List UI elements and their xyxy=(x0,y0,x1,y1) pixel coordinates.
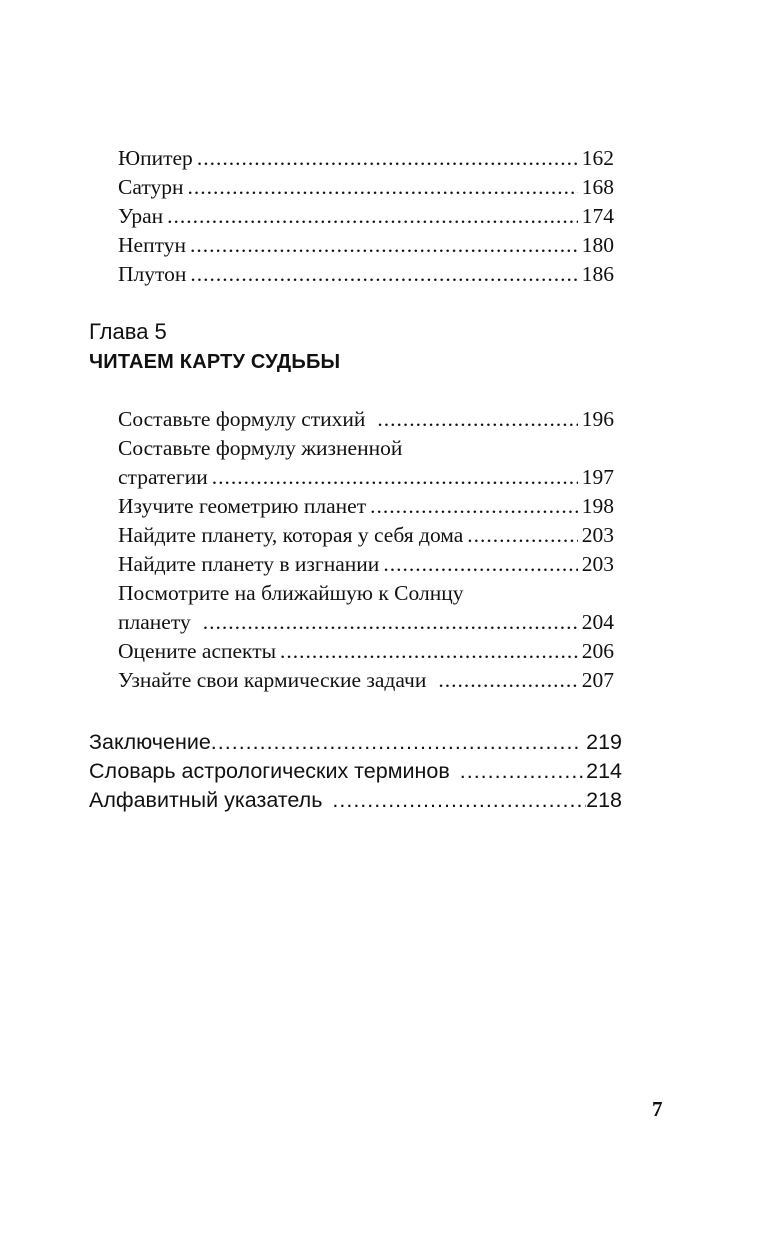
dot-leader xyxy=(167,202,578,231)
chapter-label: Глава 5 xyxy=(89,319,167,344)
toc-entry-title-line: Составьте формулу жизненной xyxy=(118,436,403,460)
toc-entry-page: 186 xyxy=(581,262,614,286)
chapter-title: ЧИТАЕМ КАРТУ СУДЬБЫ xyxy=(89,351,341,373)
dot-leader xyxy=(203,608,578,637)
toc-entry-title: Плутон xyxy=(118,262,187,286)
toc-entry-title: Алфавитный указатель xyxy=(89,788,323,812)
toc-entry-glossary[interactable] xyxy=(89,757,622,786)
dot-leader xyxy=(187,173,577,202)
dot-leader xyxy=(377,405,577,434)
toc-entry-life-strategy[interactable] xyxy=(118,434,614,492)
dot-leader xyxy=(467,521,577,550)
toc-entry-title: Сатурн xyxy=(118,175,184,199)
toc-entry-page: 218 xyxy=(586,788,622,812)
toc-entry-title: Найдите планету в изгнании xyxy=(118,552,380,576)
toc-entry-uranus[interactable] xyxy=(118,202,614,231)
toc-entry-page: 214 xyxy=(586,759,622,783)
toc-entry-page: 219 xyxy=(586,730,622,754)
dot-leader xyxy=(190,260,577,289)
dot-leader xyxy=(460,757,586,786)
toc-entry-title: Уран xyxy=(118,204,164,228)
dot-leader xyxy=(211,728,582,757)
toc-entry-saturn[interactable] xyxy=(118,173,614,202)
toc-entry-karmic[interactable] xyxy=(118,666,614,695)
toc-entry-title-line: Посмотрите на ближайшую к Солнцу xyxy=(118,581,464,605)
page-number: 7 xyxy=(652,1097,663,1121)
toc-entry-page: 168 xyxy=(581,175,614,199)
toc-entry-title: Найдите планету, которая у себя дома xyxy=(118,523,464,547)
toc-entry-planet-exile[interactable] xyxy=(118,550,614,579)
toc-entry-page: 203 xyxy=(581,552,614,576)
dot-leader xyxy=(197,144,578,173)
toc-entry-page: 197 xyxy=(581,465,614,489)
toc-planets-list xyxy=(118,144,614,289)
toc-entry-aspects[interactable] xyxy=(118,637,614,666)
toc-entry-title: Нептун xyxy=(118,233,186,257)
toc-entry-title: Оцените аспекты xyxy=(118,639,277,663)
toc-entry-conclusion[interactable] xyxy=(89,728,622,757)
toc-entry-title: Юпитер xyxy=(118,146,193,170)
toc-entry-neptune[interactable] xyxy=(118,231,614,260)
toc-entry-page: 196 xyxy=(581,407,614,431)
dot-leader xyxy=(438,666,577,695)
toc-entry-page: 174 xyxy=(581,204,614,228)
toc-entry-page: 204 xyxy=(581,610,614,634)
dot-leader xyxy=(212,463,578,492)
toc-entry-title: Изучите геометрию планет xyxy=(118,494,367,518)
toc-entry-nearest-sun[interactable] xyxy=(118,579,614,637)
toc-entry-pluto[interactable] xyxy=(118,260,614,289)
toc-chapter5-list xyxy=(118,405,614,695)
toc-entry-page: 206 xyxy=(581,639,614,663)
dot-leader xyxy=(280,637,578,666)
toc-entry-page: 203 xyxy=(581,523,614,547)
toc-entry-index[interactable] xyxy=(89,786,622,815)
toc-entry-title: Заключение xyxy=(89,730,211,754)
dot-leader xyxy=(383,550,577,579)
toc-entry-page: 198 xyxy=(581,494,614,518)
toc-entry-jupiter[interactable] xyxy=(118,144,614,173)
toc-entry-title: Узнайте свои кармические задачи xyxy=(118,668,427,692)
toc-entry-title-line: стратегии xyxy=(118,465,208,489)
toc-entry-page: 180 xyxy=(581,233,614,257)
toc-entry-page: 207 xyxy=(581,668,614,692)
toc-back-matter-list xyxy=(89,728,622,815)
dot-leader xyxy=(370,492,578,521)
toc-entry-title: Словарь астрологических терминов xyxy=(89,759,450,783)
toc-entry-title-line: планету xyxy=(118,610,191,634)
toc-entry-formula-elements[interactable] xyxy=(118,405,614,434)
dot-leader xyxy=(332,786,586,815)
toc-entry-geometry[interactable] xyxy=(118,492,614,521)
toc-entry-page: 162 xyxy=(581,146,614,170)
toc-entry-planet-home[interactable] xyxy=(118,521,614,550)
toc-entry-title: Составьте формулу стихий xyxy=(118,407,366,431)
dot-leader xyxy=(190,231,578,260)
